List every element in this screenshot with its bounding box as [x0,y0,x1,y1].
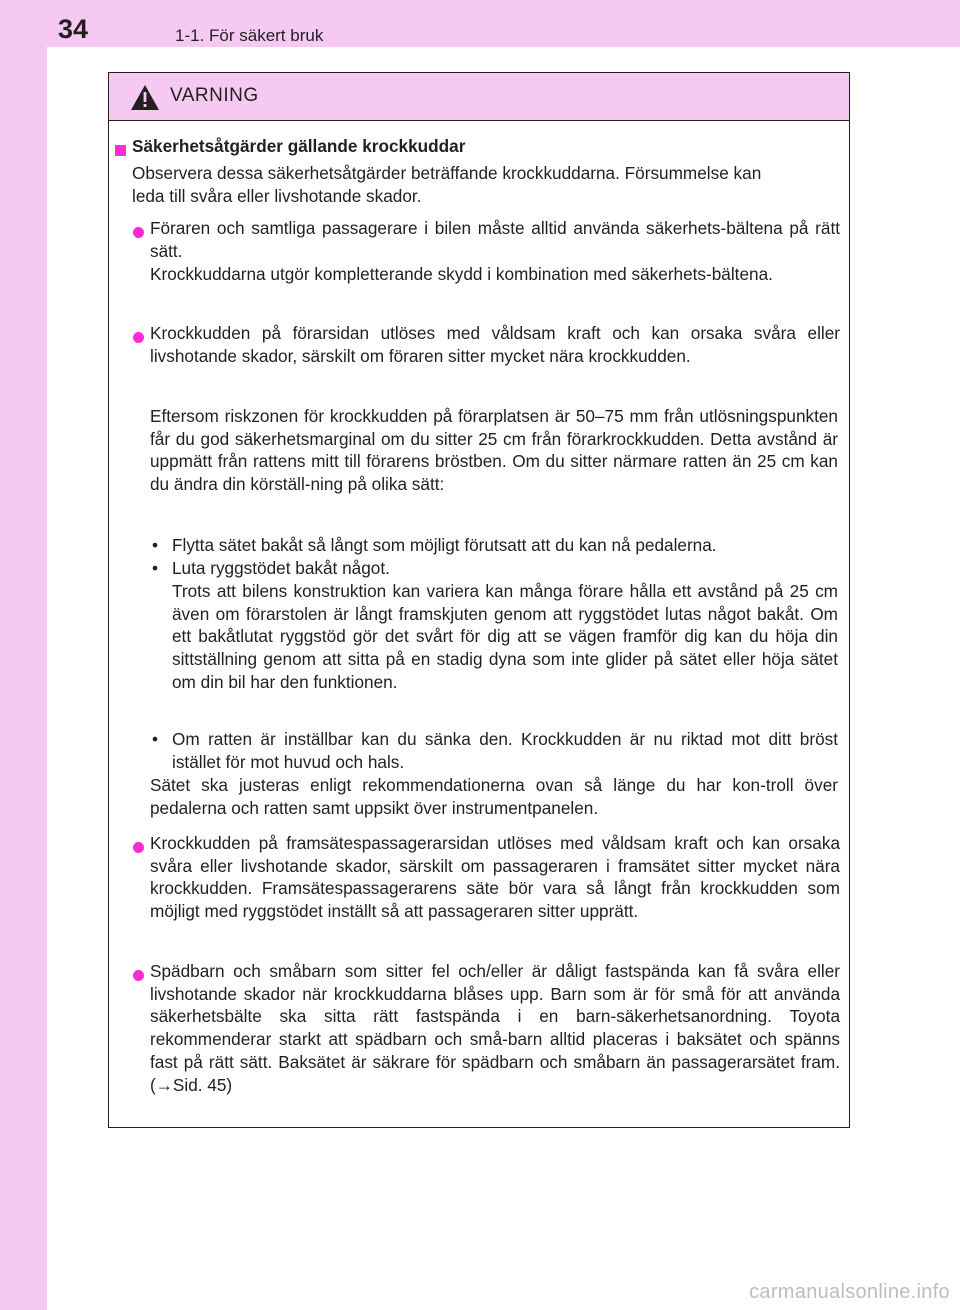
header-band [0,0,960,47]
sub-bullet-3: Om ratten är inställbar kan du sänka den. Krockkudden är nu riktad mot ditt bröst istället för mot huvud och hals. [172,729,838,772]
dot-bullet-icon: • [152,729,159,749]
warning-label: VARNING [170,85,259,106]
bullet-4-text: Spädbarn och småbarn som sitter fel och/eller är dåligt fastspända kan få svåra eller livshotande skador när krockkuddarna blåses upp. Barn som är för små för att använda säkerhetsbälte ska sitta rätt fastspända i en barn-säkerhetsanordning. Toyota rekommenderar starkt att spädbarn och små-barn alltid placeras i baksätet och spänns fast på rätt sätt. Baksätet är säkrare för spädbarn och småbarn än passagerarsätet fram. (→Sid. 45) [150,961,840,1095]
bullet-1-text: Föraren och samtliga passagerare i bilen måste alltid använda säkerhets-bältena på rätt sätt. [150,218,840,261]
square-bullet-icon [115,145,126,156]
watermark: carmanualsonline.info [749,1281,950,1303]
sub-bullet-2: Luta ryggstödet bakåt något. [172,558,390,578]
page-number: 34 [58,14,89,44]
left-margin-band [0,0,47,1310]
bullet-2-closing: Sätet ska justeras enligt rekommendationerna ovan så länge du har kon-troll över pedalerna och ratten samt uppsikt över instrumentpanelen. [150,775,838,818]
round-bullet-icon [133,227,144,238]
chapter-title: 1-1. För säkert bruk [175,26,324,45]
dot-bullet-icon: • [152,535,159,555]
intro-text: Observera dessa säkerhetsåtgärder beträffande krockkuddarna. Försummelse kan leda till svåra eller livshotande skador. [132,163,762,206]
round-bullet-icon [133,970,144,981]
warning-box [108,72,850,1128]
dot-bullet-icon: • [152,558,159,578]
bullet-2-paragraph: Eftersom riskzonen för krockkudden på förarplatsen är 50–75 mm från utlösningspunkten får du god säkerhetsmarginal om du sitter 25 cm från förarkrockkudden. Detta avstånd är uppmätt från rattens mitt till förarens bröstben. Om du sitter närmare ratten än 25 cm kan du ändra din körställ-ning på olika sätt: [150,406,838,495]
bullet-2-text: Krockkudden på förarsidan utlöses med våldsam kraft och kan orsaka svåra eller livshotande skador, särskilt om föraren sitter mycket nära krockkudden. [150,323,840,366]
round-bullet-icon [133,332,144,343]
warning-triangle-icon [130,84,160,111]
section-title: Säkerhetsåtgärder gällande krockkuddar [132,136,466,156]
sub-bullet-2-paragraph: Trots att bilens konstruktion kan variera kan många förare hålla ett avstånd på 25 cm även om förarstolen är långt framskjuten genom att ryggstödet lutas något bakåt. Om ett bakåtlutat ryggstöd gör det svårt för dig att se vägen framför dig kan du höja din sittställning genom att sitta på en stadig dyna som inte glider på sätet eller höja sätet om din bil har den funktionen. [172,581,838,692]
bullet-1-text-b: Krockkuddarna utgör kompletterande skydd i kombination med säkerhets-bältena. [150,264,773,284]
bullet-3-text: Krockkudden på framsätespassagerarsidan utlöses med våldsam kraft och kan orsaka svåra eller livshotande skador, särskilt om passageraren i framsätet sitter mycket nära krockkudden. Framsätespassagerarens säte bör vara så långt från krockkudden som möjligt med ryggstödet inställt så att passageraren sitter upprätt. [150,833,840,922]
warning-header [109,73,849,121]
round-bullet-icon [133,842,144,853]
sub-bullet-1: Flytta sätet bakåt så långt som möjligt förutsatt att du kan nå pedalerna. [172,535,717,555]
